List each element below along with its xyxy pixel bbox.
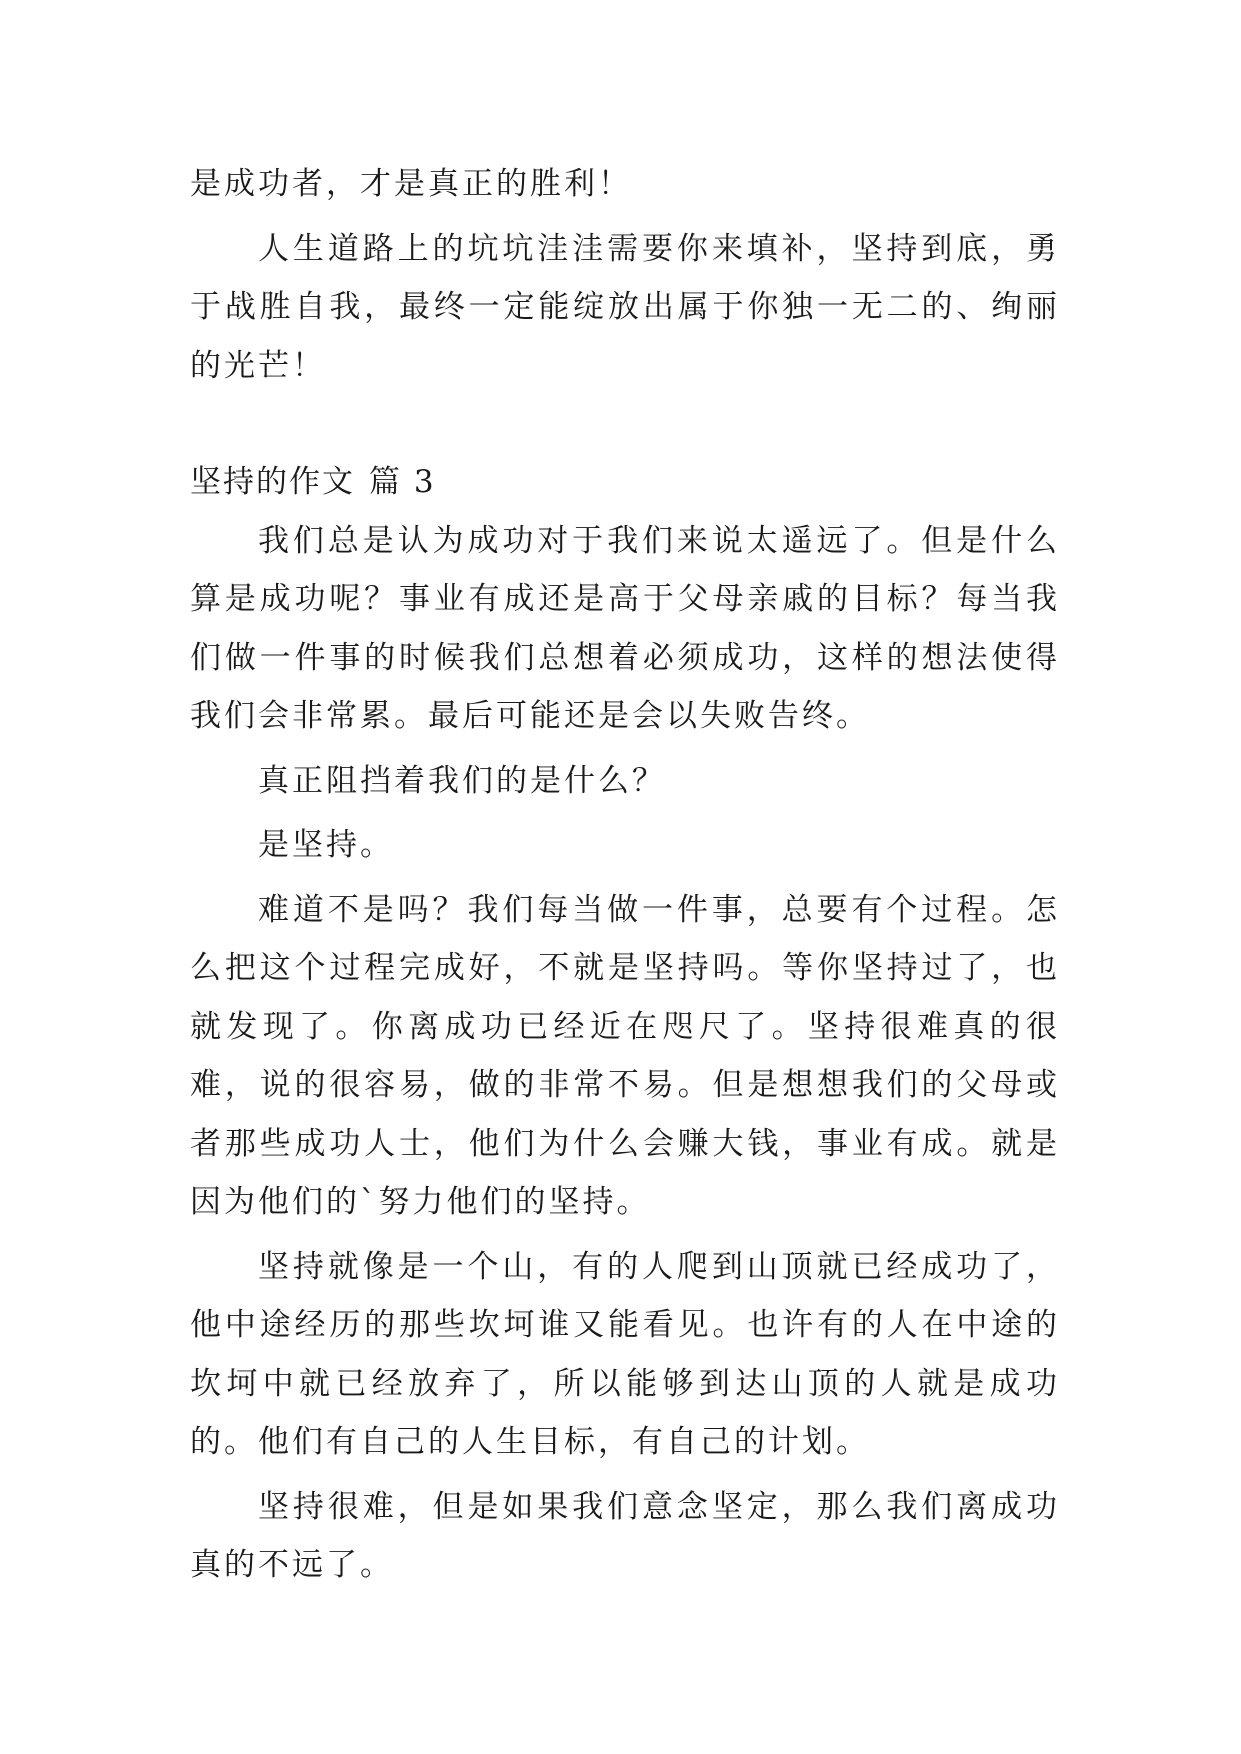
paragraph: 人生道路上的坑坑洼洼需要你来填补，坚持到底，勇于战胜自我，最终一定能绽放出属于你独一无二的、绚丽的光芒！ xyxy=(190,230,1060,384)
document-body xyxy=(190,155,1060,1595)
paragraph: 坚持很难，但是如果我们意念坚定，那么我们离成功真的不远了。 xyxy=(190,1488,1060,1583)
section-heading xyxy=(190,453,1060,512)
section-title: 坚持的作文 xyxy=(190,464,355,500)
paragraph: 是坚持。 xyxy=(258,827,394,863)
paragraph: 难道不是吗？我们每当做一件事，总要有个过程。怎么把这个过程完成好，不就是坚持吗。等你坚持过了，也就发现了。你离成功已经近在咫尺了。坚持很难真的很难，说的很容易，做的非常不易。但是想想我们的父母或者那些成功人士，他们为什么会赚大钱，事业有成。就是因为他们的`努力他们的坚持。 xyxy=(190,891,1060,1220)
paragraph: 我们总是认为成功对于我们来说太遥远了。但是什么算是成功呢？事业有成还是高于父母亲戚的目标？每当我们做一件事的时候我们总想着必须成功，这样的想法使得我们会非常累。最后可能还是会以失败告终。 xyxy=(190,522,1060,734)
paragraph: 真正阻挡着我们的是什么？ xyxy=(258,762,666,799)
section-number: 篇 3 xyxy=(369,464,436,500)
paragraph: 坚持就像是一个山，有的人爬到山顶就已经成功了，他中途经历的那些坎坷谁又能看见。也许有的人在中途的坎坷中就已经放弃了，所以能够到达山顶的人就是成功的。他们有自己的人生目标，有自己的计划。 xyxy=(190,1248,1060,1460)
paragraph-continued: 是成功者，才是真正的胜利！ xyxy=(190,166,632,202)
